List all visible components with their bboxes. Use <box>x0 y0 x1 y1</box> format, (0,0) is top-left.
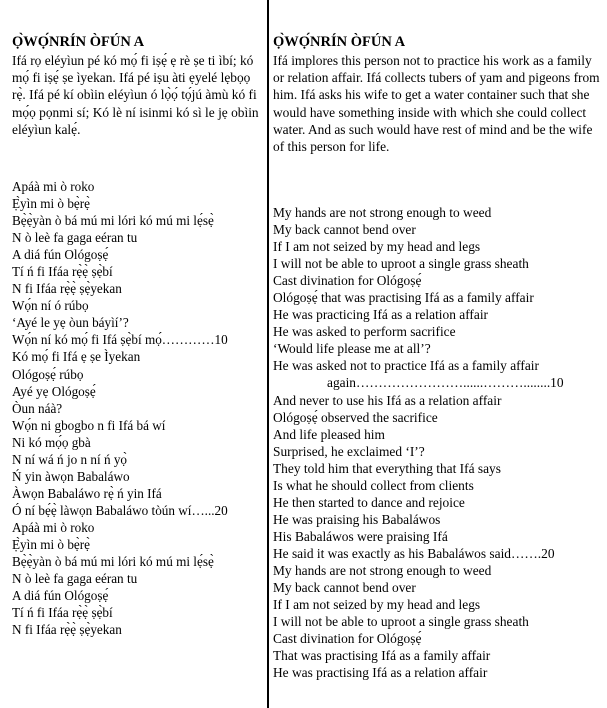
yoruba-verse-line: N ní wá ń jo n ní ń yọ̀ <box>12 451 128 467</box>
yoruba-verse-line: Apáà mi ò roko <box>12 519 95 535</box>
yoruba-verse-line: Àwọn Babaláwo rẹ̀ ń yin Ifá <box>12 485 162 501</box>
english-verse-line: again……………………......………........10 <box>327 375 564 391</box>
yoruba-verse-line: Tí ń fi Ifáa rẹ̀ẹ̀ ṣẹ̀bí <box>12 605 113 621</box>
english-verse-line: He said it was exactly as his Babaláwos said…….20 <box>273 545 555 561</box>
english-verse-line: He was practising Ifá as a relation affair <box>273 665 488 681</box>
yoruba-verse-line: Ayé yẹ Ológoṣẹ́ <box>12 383 96 399</box>
yoruba-verse-line: Tí ń fi Ifáa rẹ̀ẹ̀ ṣẹ̀bí <box>12 264 113 280</box>
english-verse-line: He then started to dance and rejoice <box>273 494 465 510</box>
yoruba-verse-line: A diá fún Ológoṣẹ́ <box>12 247 109 263</box>
english-verse-line: He was asked to perform sacrifice <box>273 324 456 340</box>
english-verse-line: That was practising Ifá as a family affair <box>273 648 491 664</box>
english-verse-line: And never to use his Ifá as a relation affair <box>273 392 502 408</box>
yoruba-verse-line: Ó ní bẹ́ẹ̀ làwọn Babaláwo tòún wí…...20 <box>12 502 228 518</box>
yoruba-verse-line: Òun náà? <box>12 400 63 416</box>
yoruba-verse-line: ‘Ayé le yẹ òun báyìí’? <box>12 315 129 331</box>
english-verse-line: Ológoṣẹ́ that was practising Ifá as a family affair <box>273 290 534 306</box>
yoruba-verse-line: Ológoṣẹ́ rúbọ <box>12 366 84 382</box>
yoruba-verse-line: Wọ́n ni gbogbo n fi Ifá bá wí <box>12 417 166 433</box>
yoruba-verse-line: N fi Ifáa rẹ̀ẹ̀ ṣẹ̀yekan <box>12 281 122 297</box>
english-verse-line: They told him that everything that Ifá says <box>273 460 501 476</box>
english-verse-line: Is what he should collect from clients <box>273 477 474 493</box>
yoruba-verse-line: Ń yin àwọn Babaláwo <box>12 468 130 484</box>
english-verse-line: My hands are not strong enough to weed <box>273 562 492 578</box>
english-verse-line: Surprised, he exclaimed ‘I’? <box>273 443 425 459</box>
yoruba-verse-line: Bẹ̀ẹ̀yàn ò bá mú mi lóri kó mú mi lẹ́sẹ̀ <box>12 554 214 570</box>
yoruba-verse-line: Apáà mi ò roko <box>12 179 95 194</box>
yoruba-verse-line: Wọ́n ní kó mọ́ fi Ifá ṣẹ̀bí mọ́…………10 <box>12 332 228 348</box>
yoruba-verse-list <box>12 178 228 638</box>
yoruba-verse-line: Wọ́n ní ó rúbọ <box>12 298 89 314</box>
yoruba-verse-line: N ò leè fa gaga eéran tu <box>12 571 138 587</box>
english-verse-line: And life pleased him <box>273 426 385 442</box>
english-verse-line: My back cannot bend over <box>273 580 416 596</box>
english-verse-line: Cast divination for Ológoṣẹ́ <box>273 273 422 289</box>
english-verse-line: He was asked not to practice Ifá as a family affair <box>273 358 539 374</box>
english-verse-line: I will not be able to uproot a single grass sheath <box>273 614 529 630</box>
column-divider <box>267 0 269 708</box>
yoruba-verse-line: Bẹ̀ẹ̀yàn ò bá mú mi lóri kó mú mi lẹ́sẹ̀ <box>12 213 214 229</box>
english-verse-line: I will not be able to uproot a single grass sheath <box>273 256 529 272</box>
yoruba-title: Ọ̀WỌ́NRÍN ÒFÚN A <box>12 34 145 50</box>
english-verse-line: He was practicing Ifá as a relation affair <box>273 307 489 323</box>
english-title: Ọ̀WỌ́NRÍN ÒFÚN A <box>273 34 406 50</box>
english-verse-line: He was praising his Babaláwos <box>273 511 441 527</box>
yoruba-intro: Ifá rọ eléyìun pé kó mọ́ fi iṣẹ́ ẹ rè ṣe ti ìbí; kó mọ́ fi iṣẹ́ ṣe ìyekan. Ifá pé iṣu àti ẹyelé lẹbọọ rẹ̀. Ifá pé kí obìin eléyìun ó lọ̀ọ́ tọ́jú àmù kó fi mọ́ọ pọnmi sí; Kó lè ní isinmi kó sì le jẹ obìin eléyìun kalẹ́. <box>12 53 259 137</box>
yoruba-verse-line: Ẹ̀yìn mi ò bẹ̀rẹ̀ <box>12 536 91 552</box>
english-intro: Ifá implores this person not to practice his work as a family or relation affair. Ifá collects tubers of yam and pigeons from him. Ifá asks his wife to get a water container such that she would have something inside with which she could collect water. And as such would have rest of mind and be the wife of this person for life. <box>273 53 600 155</box>
yoruba-verse-line: N ò leè fa gaga eéran tu <box>12 230 138 246</box>
english-verse-list <box>273 204 564 681</box>
english-verse-line: His Babaláwos were praising Ifá <box>273 528 448 544</box>
english-verse-line: My back cannot bend over <box>273 222 416 238</box>
yoruba-verse-line: A diá fún Ológoṣẹ́ <box>12 588 109 604</box>
yoruba-verse-line: N fi Ifáa rẹ̀ẹ̀ ṣẹ̀yekan <box>12 622 122 638</box>
english-verse-line: My hands are not strong enough to weed <box>273 205 492 220</box>
yoruba-verse-line: Ni kó mọ́ọ gbà <box>12 434 91 450</box>
yoruba-verse-line: Kó mọ́ fi Ifá ẹ ṣe Ìyekan <box>12 349 141 365</box>
english-verse-line: Cast divination for Ológoṣẹ́ <box>273 631 422 647</box>
english-verse-line: Ológoṣẹ́ observed the sacrifice <box>273 409 438 425</box>
yoruba-verse-line: Ẹ̀yìn mi ò bẹ̀rẹ̀ <box>12 196 91 212</box>
english-verse-line: ‘Would life please me at all’? <box>273 341 431 357</box>
english-verse-line: If I am not seized by my head and legs <box>273 597 481 613</box>
english-verse-line: If I am not seized by my head and legs <box>273 239 481 255</box>
